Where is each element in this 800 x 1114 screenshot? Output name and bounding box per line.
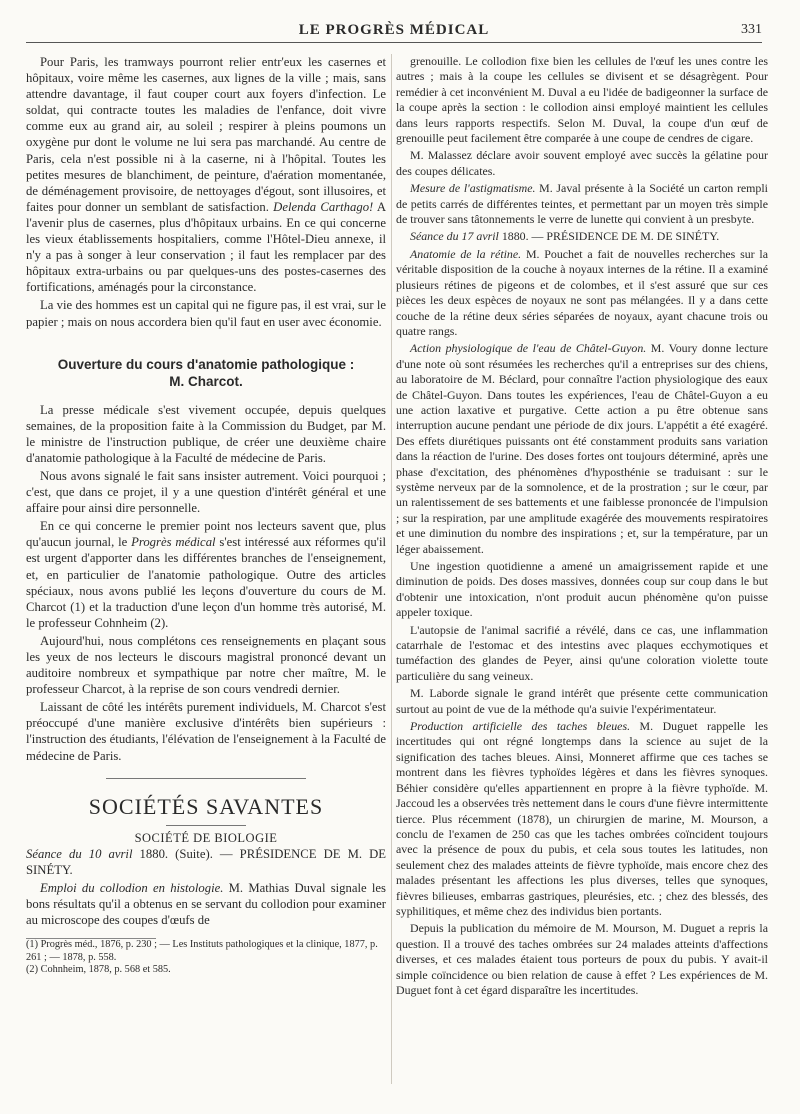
paragraph: Laissant de côté les intérêts purement individuels, M. Charcot s'est préoccupé d'une manière exclusive d'intérêts bien supérieurs : l'instruction des étudiants, l'élévation de l'enseignement à la Faculté de médecine de Paris. <box>26 700 386 763</box>
paragraph: Action physiologique de l'eau de Châtel-Guyon. M. Voury donne lecture d'une note où sont résumées les recherches qu'il a entreprises sur des chiens, au laboratoire de M. Béclard, pour connaître l'action physiologique des eaux de Châtel-Guyon. Dans toutes les expériences, l'eau de Châtel-Guyon a eu une action laxative et purgative. Cette action a pu être obtenue sans interruption aucune pendant une période de dix jours. L'appétit a été exagéré. Des effets diurétiques puissants ont été constamment produits sans variation dans la réaction de l'urine. Des doses fortes ont toujours déterminé, après une phase d'excitation, des phénomènes d'hyposthénie se traduisant : sur le système nerveux par de la somnolence, et de la prostration ; sur le cœur, par un ralentissement de ses battements et une faiblesse prononcée de l'impulsion ; sur la respiration, par une amplitude exagérée des mouvements respiratoires et une diminution du nombre des inspirations ; et, sur la température, par un léger abaissement. <box>396 341 768 556</box>
paragraph: La vie des hommes est un capital qui ne figure pas, il est vrai, sur le papier ; mais on nous accordera bien qu'il faut en user avec économie. <box>26 298 386 329</box>
paragraph: grenouille. Le collodion fixe bien les cellules de l'œuf les unes contre les autres ; mais à la coupe les cellules se divisent et se désagrègent. Pour remédier à cet inconvénient M. Duval a eu l'idée de badigeonner la surface de la coupe après la section : le collodion ainsi employé maintient les cellules dans leurs rapports respectifs. Selon M. Duval, la coupe d'un œuf de grenouille peut facilement être comparée à une coupe de cendres de cigare. <box>396 54 768 146</box>
session-line: Séance du 10 avril 1880. (Suite). — PRÉSIDENCE DE M. DE SINÉTY. <box>26 846 387 877</box>
page-number: 331 <box>741 22 762 37</box>
paragraph: En ce qui concerne le premier point nos lecteurs savent que, plus qu'aucun journal, le Progrès médical s'est intéressé aux réformes qu'il est urgent d'apporter dans les différentes branches de l'enseignement, et, en particulier de l'anatomie pathologique. Outre des articles spéciaux, nous avons publié les leçons d'ouverture du cours de M. Charcot (1) et la traduction d'une leçon d'un homme très autorisé, M. le professeur Cohnheim (2). <box>26 519 386 630</box>
journal-title: LE PROGRÈS MÉDICAL <box>298 22 490 38</box>
article-heading-line: Ouverture du cours d'anatomie pathologique : <box>57 356 355 372</box>
column-divider <box>391 54 392 1084</box>
paragraph: Mesure de l'astigmatisme. M. Javal présente à la Société un carton rempli de petits carrés de différentes teintes, et permettant par un moyen très simple de trouver sans tâtonnements le verre de lunette qui convient à un presbyte. <box>396 181 768 227</box>
paragraph: L'autopsie de l'animal sacrifié a révélé, dans ce cas, une inflammation catarrhale de l'estomac et des intestins avec plaques ecchymotiques et tuméfaction des glandes de Peyer, ainsi qu'une coloration violette toute particulière du sang veineux. <box>396 622 768 683</box>
paragraph: M. Laborde signale le grand intérêt que présente cette communication surtout au point de vue de la méthode qu'a suivie l'expérimentateur. <box>396 686 768 716</box>
paragraph: Production artificielle des taches bleues. M. Duguet rappelle les incertitudes qui ont régné longtemps dans la science au sujet de la signification des taches bleues. Ainsi, Monneret affirme que ces taches se montrent dans les fièvres typhoïdes légères et dans les fièvres synoques. Béhier considère qu'elles appartiennent en propre à la fièvre typhoïde. M. Jaccoud les a observées très nettement dans le cours d'une fièvre intermittente tierce. Plus récemment (1878), un chirurgien de marine, M. Mourson, a conclu de l'examen de 250 cas que les taches ombrées coïncident toujours avec la présence de poux du pubis, et cela sous toutes les latitudes, non seulement chez des malades atteints de fièvre typhoïde, mais encore chez des malades présentant les affections les plus diverses, telles que synoques, fièvres bilieuses, embarras gastriques, pleurésies, etc. ; chez des blessés, des syphilitiques, et même chez des individus bien portants. <box>396 719 769 918</box>
section-title: SOCIÉTÉS SAVANTES <box>88 793 324 819</box>
paragraph: La presse médicale s'est vivement occupée, depuis quelques semaines, de la proposition faite à la Commission du Budget, par M. le ministre de l'instruction publique, de créer une deuxième chaire d'anatomie pathologique à la Faculté de médecine de Paris. <box>26 402 386 465</box>
paragraph: Depuis la publication du mémoire de M. Mourson, M. Duguet a repris la question. Il a trouvé des taches ombrées sur 24 malades atteints d'affections diverses, et ces malades étaient tous porteurs de poux du pubis. Y avait-il simple coïncidence ou bien relation de cause à effet ? Les expériences de M. Duguet font à cet égard disparaître les incertitudes. <box>396 921 768 997</box>
right-column <box>396 54 768 998</box>
footnote: (1) Progrès méd., 1876, p. 230 ; — Les Instituts pathologiques et la clinique, 1877, p. 261 ; — 1878, p. 558. <box>26 939 378 963</box>
left-column <box>26 54 386 977</box>
article-heading-author: M. Charcot. <box>169 373 243 389</box>
paragraph: Anatomie de la rétine. M. Pouchet a fait de nouvelles recherches sur la véritable disposition de la couche à noyaux internes de la rétine. Il a examiné plusieurs rétines de pigeons et de colombes, et il s'est assuré que sur ces pièces les deux espèces de noyaux ne sont pas mélangées. Il y a dans cette couche de la rétine deux séries séparées de noyaux, ayant chacune trois ou quatre rangs. <box>396 246 768 338</box>
paragraph: Nous avons signalé le fait sans insister autrement. Voici pourquoi ; c'est, que dans ce projet, il y a une question d'intérêt général et une affaire pour ainsi dire personnelle. <box>26 468 386 516</box>
article-heading <box>26 356 386 390</box>
section-rule <box>106 778 306 779</box>
paragraph: Emploi du collodion en histologie. M. Mathias Duval signale les bons résultats qu'il a obtenus en se servant du collodion pour examiner au microscope des coupes d'œufs de <box>26 880 386 928</box>
latin-quote: Delenda Carthago! <box>273 199 374 214</box>
paragraph: Aujourd'hui, nous complétons ces renseignements en plaçant sous les yeux de nos lecteurs le discours magistral prononcé devant un auditoire nombreux et sympathique par notre cher maître, M. le professeur Charcot, à la reprise de son cours vendredi dernier. <box>26 633 386 697</box>
session-line: Séance du 17 avril 1880. — PRÉSIDENCE DE M. DE SINÉTY. <box>410 229 720 244</box>
footnote: (2) Cohnheim, 1878, p. 568 et 585. <box>26 964 171 976</box>
journal-name: Progrès médical <box>131 535 216 550</box>
section-rule <box>166 825 246 826</box>
paragraph: M. Malassez déclare avoir souvent employé avec succès la gélatine pour des coupes délicates. <box>396 148 768 178</box>
running-header <box>26 18 762 43</box>
society-name: SOCIÉTÉ DE BIOLOGIE <box>134 830 278 845</box>
paragraph: Une ingestion quotidienne a amené un amaigrissement rapide et une diminution de poids. Des doses massives, données coup sur coup dans le but d'obtenir une intoxication, n'ont produit aucun phénomène qu'on puisse appeler toxique. <box>396 559 768 620</box>
paragraph: Pour Paris, les tramways pourront relier entr'eux les casernes et hôpitaux, voire même les casernes, aux lignes de la ville ; mais, sans attendre davantage, il faut couper court aux foyers d'infection. Le soldat, qui contracte toutes les maladies de l'enfance, doit vivre comme eux au grand air, au soleil ; respirer à pleins poumons un oxygène pur dont le volume ne lui sera pas marchandé. Au centre de Paris, cela n'est possible ni à la caserne, ni à l'hôpital. Toutes les petites mesures de blanchiment, de peinture, d'aération momentanée, de déménagement provisoire, de nettoyages d'égout, sont illusoires, et faites pour donner un semblant de satisfaction. Delenda Carthago! A l'avenir plus de casernes, plus d'hôpitaux urbains. En ce qui concerne les vieux établissements hospitaliers, comme l'Hôtel-Dieu annexe, il n'y a pas à songer à leur conservation ; il faut les remplacer par des hôpitaux extra-urbains ou par quelques-uns des postes-casernes des fortifications, aménagés pour la circonstance. <box>26 55 387 295</box>
